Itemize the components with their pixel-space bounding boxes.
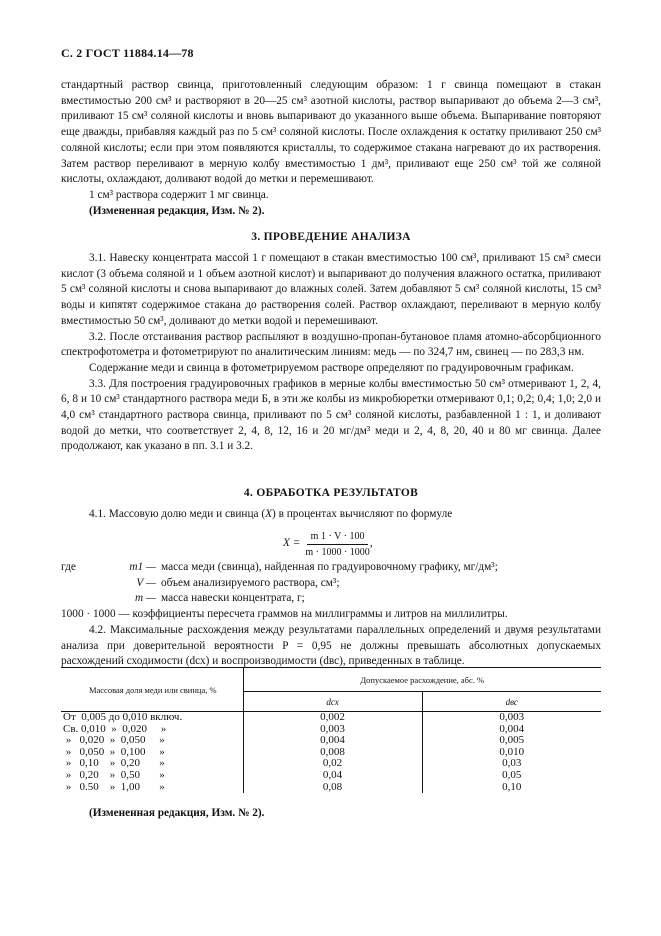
def-symbol: m —: [134, 592, 156, 605]
cell-dcx: 0,02: [243, 758, 422, 770]
variable-definitions: [61, 560, 601, 623]
section-3-body: [61, 251, 601, 455]
p41-b: ) в процентах вычисляют по формуле: [272, 508, 453, 520]
col-dcx-header: dсх: [243, 692, 422, 712]
cell-dcx: 0,08: [243, 782, 422, 794]
paragraph-4-2: 4.2. Максимальные расхождения между результатами параллельных определений и двумя результатами анализа при доверительной вероятности P = 0,95 не должны превышать абсолютных допускаемых расхождений сходимости (dсх) и воспроизводимости (dвс), приведенных в таблице.: [61, 624, 601, 668]
table-body: [61, 712, 601, 794]
definition-row: [61, 591, 601, 607]
cell-dbc: 0,05: [502, 768, 522, 781]
section-4-title: 4. ОБРАБОТКА РЕЗУЛЬТАТОВ: [243, 487, 419, 499]
intro-block: [61, 78, 601, 219]
page-header: С. 2 ГОСТ 11884.14—78: [61, 46, 194, 60]
formula-fraction: [305, 530, 369, 559]
cell-dbc: 0,10: [502, 780, 522, 793]
paragraph-3-3: 3.3. Для построения градуировочных графиков в мерные колбы вместимостью 50 см³ отмеривают 1, 2, 4, 6, 8 и 10 см³ стандартного раствора меди Б, в эти же колбы из микробюретки отмеривают 0,1; 0,2; 0,4; 1,0; 2,0 и 4,0 см³ стандартного раствора свинца, приливают по 5 см³ соляной кислоты, разбавленной 1 : 1, и доливают водой до метки, что соответствует 2, 4, 8, 12, 16 и 20 мг/дм³ меди и 2, 4, 8, 20, 40 и 80 мг свинца. Далее продолжают, как указано в пп. 3.1 и 3.2.: [61, 377, 601, 453]
formula: [283, 524, 373, 564]
def-text: масса меди (свинца), найденная по градуировочному графику, мг/дм³;: [161, 561, 498, 573]
def-text: масса навески концентрата, г;: [161, 592, 305, 605]
cell-dcx: 0,004: [243, 735, 422, 747]
cell-dbc: 0,004: [499, 722, 525, 735]
col-dbc-header: dвс: [422, 692, 601, 712]
where-label: где: [61, 561, 76, 573]
cell-range: » 0,050 » 0,100 »: [61, 747, 243, 759]
cell-dcx: 0,008: [243, 747, 422, 759]
def-text: объем анализируемого раствора, см³;: [161, 576, 340, 589]
p41-x: X: [265, 508, 273, 520]
cell-range: » 0.50 » 1,00 »: [61, 782, 243, 794]
def-symbol: m1 —: [129, 561, 156, 573]
revision-note-1: (Измененная редакция, Изм. № 2).: [89, 204, 265, 217]
cell-dcx: 0,04: [243, 770, 422, 782]
intro-paragraph: стандартный раствор свинца, приготовленный следующим образом: 1 г свинца помещают в стакан вместимостью 200 см³ и растворяют в 20—25 см³ азотной кислоты, раствор выпаривают до объема 2—3 см³, приливают 15 см³ соляной кислоты и вновь выпаривают до указанного выше объема. Выпаривание повторяют еще дважды, прибавляя каждый раз по 5 см³ соляной кислоты. После охлаждения к остатку приливают 250 см³ соляной кислоты; если при этом появляются кристаллы, то содержимое стакана нагревают до их растворения. Затем раствор переливают в мерную колбу вместимостью 1 дм³, приливают еще 250 см³ той же соляной кислоты, охлаждают, доливают водой до метки и перемешивают.: [61, 79, 601, 186]
cell-dcx: 0,003: [243, 724, 422, 736]
tolerance-table: [61, 667, 601, 793]
group-header: Допускаемое расхождение, абс. %: [243, 668, 601, 692]
col-mass-fraction-header: Массовая доля меди или свинца, %: [61, 668, 243, 712]
paragraph-3-1: 3.1. Навеску концентрата массой 1 г помещают в стакан вместимостью 100 см³, приливают 15 см³ смеси кислот (3 объема соляной и 1 объем азотной кислот) и выпаривают до получения влажного остатка, приливают 5 см³ соляной кислоты и снова выпаривают до влажных солей. Затем добавляют 5 см³ соляной кислоты, 15 см³ воды и кипятят содержимое стакана до растворения солей. Раствор охлаждают, переливают в мерную колбу вместимостью 50 см³, доливают до метки водой и перемешивают.: [61, 252, 601, 327]
def-symbol: V —: [136, 576, 156, 589]
paragraph-4-2-block: [61, 623, 601, 670]
section-3-title: 3. ПРОВЕДЕНИЕ АНАЛИЗА: [251, 231, 411, 243]
paragraph-3-2-note: Содержание меди и свинца в фотометрируемом растворе определяют по градуировочным графикам.: [89, 361, 574, 374]
revision-note-2: (Измененная редакция, Изм. № 2).: [89, 807, 265, 819]
cell-dbc: 0,010: [499, 745, 525, 758]
table-row: [61, 770, 601, 782]
table-row: [61, 782, 601, 794]
p41-a: 4.1. Массовую долю меди и свинца (: [89, 508, 266, 520]
definition-row: [61, 576, 601, 592]
revision-note-2-block: [61, 806, 601, 822]
table-row: [61, 712, 601, 724]
formula-tail: ,: [369, 537, 373, 550]
paragraph-4-1: [61, 507, 601, 523]
paragraph-3-2: 3.2. После отстаивания раствор распыляют в воздушно-пропан-бутановое пламя атомно-абсорбционного спектрофотометра и фотометрируют по аналитическим линиям: медь — по 324,7 нм, свинец — по 283,3 нм.: [61, 330, 601, 359]
cell-range: » 0,020 » 0,050 »: [61, 735, 243, 747]
intro-note: 1 см³ раствора содержит 1 мг свинца.: [89, 188, 269, 201]
formula-lhs: X =: [283, 537, 301, 550]
formula-denominator: m · 1000 · 1000: [305, 546, 370, 558]
cell-range: От 0,005 до 0,010 включ.: [61, 712, 243, 724]
cell-dbc: 0,03: [502, 757, 522, 770]
cell-range: » 0,20 » 0,50 »: [61, 770, 243, 782]
cell-dbc: 0,003: [499, 711, 525, 723]
cell-dcx: 0,002: [243, 712, 422, 724]
formula-numerator: m 1 · V · 100: [307, 530, 369, 545]
cell-range: » 0,10 » 0,20 »: [61, 758, 243, 770]
definition-row-last: [61, 607, 601, 623]
def-last: 1000 · 1000 — коэффициенты пересчета граммов на миллиграммы и литров на миллилитры.: [61, 608, 508, 621]
cell-range: Св. 0,010 » 0,020 »: [61, 724, 243, 736]
definition-row: [61, 560, 601, 576]
cell-dbc: 0,005: [499, 734, 525, 747]
